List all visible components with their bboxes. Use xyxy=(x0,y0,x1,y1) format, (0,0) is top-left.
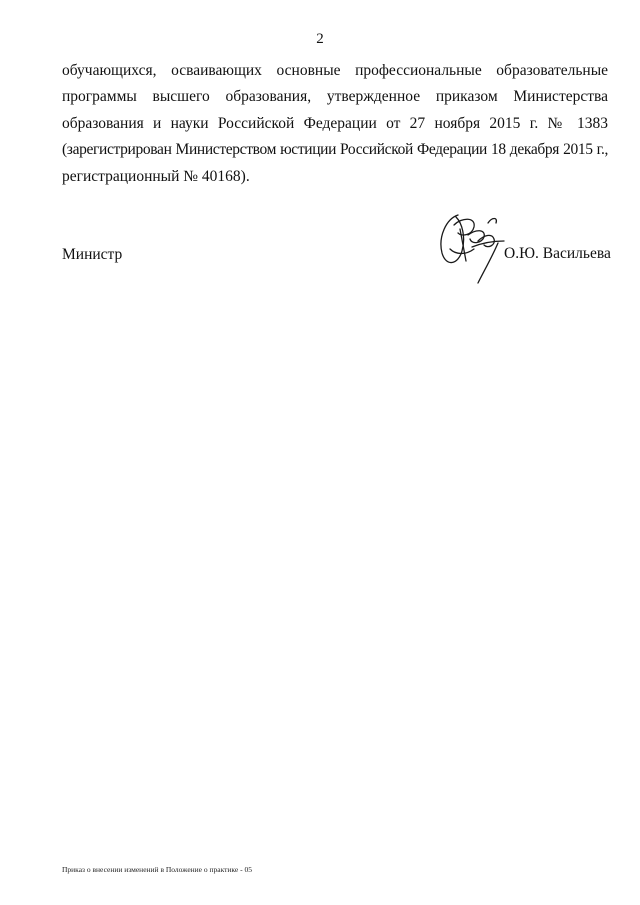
body-line: обучающихся, осваивающих основные профессиональные образовательные xyxy=(62,62,608,79)
signer-title: Министр xyxy=(62,246,123,263)
page-number: 2 xyxy=(316,31,324,47)
body-line: (зарегистрирован Министерством юстиции Российской Федерации 18 декабря 2015 г., xyxy=(62,141,608,158)
signer-name: О.Ю. Васильева xyxy=(504,245,611,262)
body-line: программы высшего образования, утвержденное приказом Министерства xyxy=(62,88,608,105)
footer-note: Приказ о внесении изменений в Положение о практике - 05 xyxy=(62,865,252,874)
body-line: регистрационный № 40168). xyxy=(62,168,250,185)
body-line: образования и науки Российской Федерации от 27 ноября 2015 г. № 1383 xyxy=(62,115,608,132)
